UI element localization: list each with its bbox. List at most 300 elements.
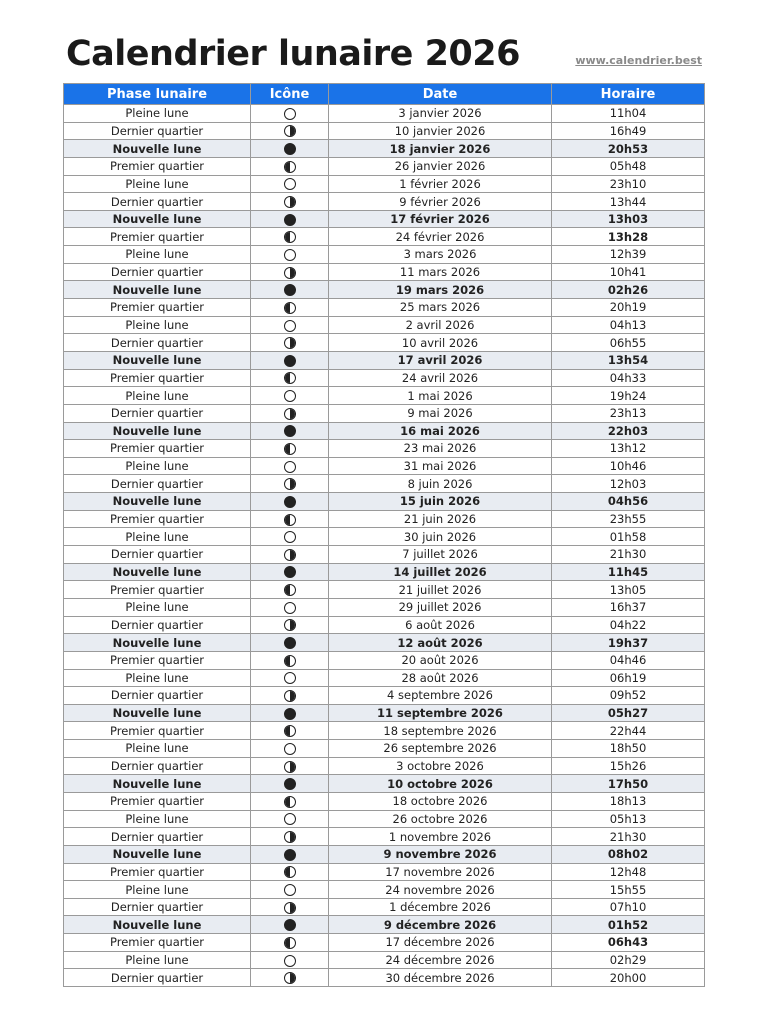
date-cell: 14 juillet 2026 <box>329 563 552 581</box>
first-quarter-icon <box>284 372 296 384</box>
icon-cell <box>251 175 329 193</box>
table-row <box>64 404 705 422</box>
header-date: Date <box>329 84 552 105</box>
phase-cell: Dernier quartier <box>64 334 251 352</box>
phase-cell: Premier quartier <box>64 440 251 458</box>
time-cell: 13h03 <box>552 210 705 228</box>
table-row <box>64 175 705 193</box>
table-row <box>64 246 705 264</box>
icon-cell <box>251 157 329 175</box>
new-moon-icon <box>284 708 296 720</box>
time-cell: 10h46 <box>552 457 705 475</box>
date-cell: 9 mai 2026 <box>329 404 552 422</box>
time-cell: 23h13 <box>552 404 705 422</box>
table-row <box>64 863 705 881</box>
new-moon-icon <box>284 496 296 508</box>
time-cell: 05h13 <box>552 810 705 828</box>
date-cell: 21 juin 2026 <box>329 510 552 528</box>
icon-cell <box>251 369 329 387</box>
table-row <box>64 651 705 669</box>
table-row <box>64 898 705 916</box>
time-cell: 06h43 <box>552 934 705 952</box>
time-cell: 06h55 <box>552 334 705 352</box>
new-moon-icon <box>284 214 296 226</box>
table-row <box>64 157 705 175</box>
date-cell: 18 septembre 2026 <box>329 722 552 740</box>
last-quarter-icon <box>284 196 296 208</box>
icon-cell <box>251 669 329 687</box>
icon-cell <box>251 546 329 564</box>
table-row <box>64 334 705 352</box>
table-row <box>64 510 705 528</box>
table-row <box>64 740 705 758</box>
icon-cell <box>251 440 329 458</box>
last-quarter-icon <box>284 619 296 631</box>
icon-cell <box>251 881 329 899</box>
header-phase: Phase lunaire <box>64 84 251 105</box>
date-cell: 23 mai 2026 <box>329 440 552 458</box>
last-quarter-icon <box>284 478 296 490</box>
phase-cell: Premier quartier <box>64 863 251 881</box>
date-cell: 17 décembre 2026 <box>329 934 552 952</box>
table-row <box>64 598 705 616</box>
table-header <box>64 84 705 105</box>
icon-cell <box>251 951 329 969</box>
time-cell: 15h55 <box>552 881 705 899</box>
icon-cell <box>251 193 329 211</box>
table-row <box>64 528 705 546</box>
time-cell: 13h12 <box>552 440 705 458</box>
phase-cell: Dernier quartier <box>64 898 251 916</box>
time-cell: 04h56 <box>552 493 705 511</box>
date-cell: 9 février 2026 <box>329 193 552 211</box>
time-cell: 15h26 <box>552 757 705 775</box>
date-cell: 26 septembre 2026 <box>329 740 552 758</box>
date-cell: 31 mai 2026 <box>329 457 552 475</box>
table-row <box>64 563 705 581</box>
phase-cell: Pleine lune <box>64 175 251 193</box>
date-cell: 10 octobre 2026 <box>329 775 552 793</box>
time-cell: 07h10 <box>552 898 705 916</box>
table-row <box>64 775 705 793</box>
table-row <box>64 704 705 722</box>
icon-cell <box>251 810 329 828</box>
time-cell: 18h50 <box>552 740 705 758</box>
full-moon-icon <box>284 955 296 967</box>
phase-cell: Nouvelle lune <box>64 845 251 863</box>
icon-cell <box>251 934 329 952</box>
time-cell: 01h58 <box>552 528 705 546</box>
table-row <box>64 281 705 299</box>
icon-cell <box>251 493 329 511</box>
first-quarter-icon <box>284 231 296 243</box>
icon-cell <box>251 475 329 493</box>
time-cell: 13h28 <box>552 228 705 246</box>
date-cell: 30 décembre 2026 <box>329 969 552 987</box>
phase-cell: Nouvelle lune <box>64 281 251 299</box>
icon-cell <box>251 316 329 334</box>
phase-cell: Pleine lune <box>64 740 251 758</box>
phase-cell: Premier quartier <box>64 792 251 810</box>
full-moon-icon <box>284 884 296 896</box>
phase-cell: Nouvelle lune <box>64 775 251 793</box>
full-moon-icon <box>284 390 296 402</box>
icon-cell <box>251 422 329 440</box>
full-moon-icon <box>284 813 296 825</box>
date-cell: 30 juin 2026 <box>329 528 552 546</box>
time-cell: 04h33 <box>552 369 705 387</box>
phase-cell: Premier quartier <box>64 369 251 387</box>
date-cell: 8 juin 2026 <box>329 475 552 493</box>
icon-cell <box>251 404 329 422</box>
phase-cell: Pleine lune <box>64 105 251 123</box>
time-cell: 18h13 <box>552 792 705 810</box>
new-moon-icon <box>284 566 296 578</box>
last-quarter-icon <box>284 408 296 420</box>
phase-cell: Nouvelle lune <box>64 916 251 934</box>
table-row <box>64 369 705 387</box>
table-body <box>64 105 705 987</box>
time-cell: 17h50 <box>552 775 705 793</box>
phase-cell: Pleine lune <box>64 246 251 264</box>
full-moon-icon <box>284 178 296 190</box>
date-cell: 26 janvier 2026 <box>329 157 552 175</box>
first-quarter-icon <box>284 655 296 667</box>
table-row <box>64 140 705 158</box>
first-quarter-icon <box>284 584 296 596</box>
table-row <box>64 546 705 564</box>
phase-cell: Nouvelle lune <box>64 634 251 652</box>
date-cell: 26 octobre 2026 <box>329 810 552 828</box>
icon-cell <box>251 351 329 369</box>
date-cell: 24 février 2026 <box>329 228 552 246</box>
first-quarter-icon <box>284 725 296 737</box>
icon-cell <box>251 457 329 475</box>
table-row <box>64 228 705 246</box>
date-cell: 24 novembre 2026 <box>329 881 552 899</box>
time-cell: 21h30 <box>552 546 705 564</box>
date-cell: 19 mars 2026 <box>329 281 552 299</box>
phase-cell: Dernier quartier <box>64 193 251 211</box>
icon-cell <box>251 863 329 881</box>
full-moon-icon <box>284 531 296 543</box>
phase-cell: Pleine lune <box>64 316 251 334</box>
time-cell: 11h04 <box>552 105 705 123</box>
time-cell: 16h37 <box>552 598 705 616</box>
date-cell: 18 octobre 2026 <box>329 792 552 810</box>
time-cell: 23h55 <box>552 510 705 528</box>
time-cell: 12h39 <box>552 246 705 264</box>
table-row <box>64 351 705 369</box>
phase-cell: Dernier quartier <box>64 263 251 281</box>
time-cell: 20h19 <box>552 299 705 317</box>
table-row <box>64 440 705 458</box>
table-row <box>64 757 705 775</box>
date-cell: 21 juillet 2026 <box>329 581 552 599</box>
icon-cell <box>251 528 329 546</box>
time-cell: 06h19 <box>552 669 705 687</box>
icon-cell <box>251 581 329 599</box>
header-time: Horaire <box>552 84 705 105</box>
table-row <box>64 828 705 846</box>
full-moon-icon <box>284 672 296 684</box>
table-row <box>64 881 705 899</box>
icon-cell <box>251 757 329 775</box>
phase-cell: Pleine lune <box>64 457 251 475</box>
icon-cell <box>251 651 329 669</box>
time-cell: 20h00 <box>552 969 705 987</box>
date-cell: 20 août 2026 <box>329 651 552 669</box>
icon-cell <box>251 299 329 317</box>
phase-cell: Pleine lune <box>64 598 251 616</box>
icon-cell <box>251 704 329 722</box>
icon-cell <box>251 105 329 123</box>
table-row <box>64 634 705 652</box>
icon-cell <box>251 598 329 616</box>
phase-cell: Premier quartier <box>64 157 251 175</box>
table-row <box>64 422 705 440</box>
time-cell: 05h48 <box>552 157 705 175</box>
table-row <box>64 810 705 828</box>
table-row <box>64 792 705 810</box>
table-row <box>64 122 705 140</box>
first-quarter-icon <box>284 514 296 526</box>
table-row <box>64 193 705 211</box>
time-cell: 19h37 <box>552 634 705 652</box>
phase-cell: Premier quartier <box>64 299 251 317</box>
phase-cell: Dernier quartier <box>64 616 251 634</box>
date-cell: 29 juillet 2026 <box>329 598 552 616</box>
date-cell: 18 janvier 2026 <box>329 140 552 158</box>
date-cell: 17 novembre 2026 <box>329 863 552 881</box>
table-row <box>64 616 705 634</box>
table-row <box>64 475 705 493</box>
icon-cell <box>251 246 329 264</box>
full-moon-icon <box>284 461 296 473</box>
table-row <box>64 845 705 863</box>
page-title: Calendrier lunaire 2026 <box>66 34 520 74</box>
date-cell: 6 août 2026 <box>329 616 552 634</box>
last-quarter-icon <box>284 125 296 137</box>
date-cell: 24 avril 2026 <box>329 369 552 387</box>
time-cell: 20h53 <box>552 140 705 158</box>
date-cell: 17 avril 2026 <box>329 351 552 369</box>
time-cell: 08h02 <box>552 845 705 863</box>
full-moon-icon <box>284 249 296 261</box>
date-cell: 1 novembre 2026 <box>329 828 552 846</box>
last-quarter-icon <box>284 337 296 349</box>
table-row <box>64 722 705 740</box>
phase-cell: Dernier quartier <box>64 404 251 422</box>
new-moon-icon <box>284 778 296 790</box>
first-quarter-icon <box>284 443 296 455</box>
table-row <box>64 581 705 599</box>
icon-cell <box>251 228 329 246</box>
time-cell: 13h05 <box>552 581 705 599</box>
date-cell: 28 août 2026 <box>329 669 552 687</box>
phase-cell: Nouvelle lune <box>64 704 251 722</box>
date-cell: 3 mars 2026 <box>329 246 552 264</box>
icon-cell <box>251 634 329 652</box>
lunar-calendar-table <box>63 83 705 987</box>
header-icon: Icône <box>251 84 329 105</box>
phase-cell: Nouvelle lune <box>64 563 251 581</box>
time-cell: 19h24 <box>552 387 705 405</box>
full-moon-icon <box>284 743 296 755</box>
icon-cell <box>251 775 329 793</box>
date-cell: 11 septembre 2026 <box>329 704 552 722</box>
date-cell: 10 avril 2026 <box>329 334 552 352</box>
time-cell: 13h44 <box>552 193 705 211</box>
last-quarter-icon <box>284 761 296 773</box>
first-quarter-icon <box>284 302 296 314</box>
icon-cell <box>251 510 329 528</box>
icon-cell <box>251 334 329 352</box>
date-cell: 25 mars 2026 <box>329 299 552 317</box>
phase-cell: Dernier quartier <box>64 828 251 846</box>
table-row <box>64 916 705 934</box>
phase-cell: Pleine lune <box>64 810 251 828</box>
time-cell: 11h45 <box>552 563 705 581</box>
time-cell: 04h46 <box>552 651 705 669</box>
date-cell: 16 mai 2026 <box>329 422 552 440</box>
date-cell: 3 octobre 2026 <box>329 757 552 775</box>
phase-cell: Premier quartier <box>64 228 251 246</box>
time-cell: 02h29 <box>552 951 705 969</box>
phase-cell: Dernier quartier <box>64 757 251 775</box>
full-moon-icon <box>284 602 296 614</box>
table-row <box>64 934 705 952</box>
phase-cell: Pleine lune <box>64 528 251 546</box>
icon-cell <box>251 687 329 705</box>
phase-cell: Nouvelle lune <box>64 140 251 158</box>
last-quarter-icon <box>284 831 296 843</box>
first-quarter-icon <box>284 937 296 949</box>
time-cell: 16h49 <box>552 122 705 140</box>
icon-cell <box>251 828 329 846</box>
new-moon-icon <box>284 284 296 296</box>
phase-cell: Premier quartier <box>64 510 251 528</box>
date-cell: 9 décembre 2026 <box>329 916 552 934</box>
page-header <box>66 30 704 78</box>
date-cell: 15 juin 2026 <box>329 493 552 511</box>
date-cell: 1 février 2026 <box>329 175 552 193</box>
table-row <box>64 263 705 281</box>
header-row <box>64 84 705 105</box>
time-cell: 23h10 <box>552 175 705 193</box>
phase-cell: Dernier quartier <box>64 687 251 705</box>
last-quarter-icon <box>284 972 296 984</box>
time-cell: 22h03 <box>552 422 705 440</box>
phase-cell: Dernier quartier <box>64 546 251 564</box>
time-cell: 21h30 <box>552 828 705 846</box>
new-moon-icon <box>284 143 296 155</box>
table-row <box>64 457 705 475</box>
icon-cell <box>251 740 329 758</box>
table-row <box>64 951 705 969</box>
time-cell: 13h54 <box>552 351 705 369</box>
table-row <box>64 493 705 511</box>
time-cell: 22h44 <box>552 722 705 740</box>
time-cell: 12h48 <box>552 863 705 881</box>
last-quarter-icon <box>284 902 296 914</box>
phase-cell: Pleine lune <box>64 881 251 899</box>
full-moon-icon <box>284 320 296 332</box>
first-quarter-icon <box>284 796 296 808</box>
phase-cell: Premier quartier <box>64 722 251 740</box>
last-quarter-icon <box>284 690 296 702</box>
time-cell: 04h13 <box>552 316 705 334</box>
new-moon-icon <box>284 425 296 437</box>
new-moon-icon <box>284 919 296 931</box>
phase-cell: Dernier quartier <box>64 969 251 987</box>
phase-cell: Pleine lune <box>64 387 251 405</box>
date-cell: 9 novembre 2026 <box>329 845 552 863</box>
full-moon-icon <box>284 108 296 120</box>
icon-cell <box>251 916 329 934</box>
date-cell: 17 février 2026 <box>329 210 552 228</box>
first-quarter-icon <box>284 866 296 878</box>
icon-cell <box>251 845 329 863</box>
new-moon-icon <box>284 637 296 649</box>
phase-cell: Nouvelle lune <box>64 351 251 369</box>
table-row <box>64 969 705 987</box>
table-row <box>64 669 705 687</box>
icon-cell <box>251 263 329 281</box>
table-row <box>64 210 705 228</box>
date-cell: 10 janvier 2026 <box>329 122 552 140</box>
table-row <box>64 299 705 317</box>
icon-cell <box>251 140 329 158</box>
last-quarter-icon <box>284 267 296 279</box>
time-cell: 04h22 <box>552 616 705 634</box>
time-cell: 09h52 <box>552 687 705 705</box>
icon-cell <box>251 969 329 987</box>
date-cell: 7 juillet 2026 <box>329 546 552 564</box>
table-row <box>64 687 705 705</box>
phase-cell: Nouvelle lune <box>64 210 251 228</box>
icon-cell <box>251 563 329 581</box>
time-cell: 05h27 <box>552 704 705 722</box>
website-link[interactable]: www.calendrier.best <box>575 54 702 67</box>
icon-cell <box>251 792 329 810</box>
icon-cell <box>251 898 329 916</box>
phase-cell: Dernier quartier <box>64 475 251 493</box>
new-moon-icon <box>284 355 296 367</box>
time-cell: 12h03 <box>552 475 705 493</box>
icon-cell <box>251 616 329 634</box>
phase-cell: Premier quartier <box>64 934 251 952</box>
table-row <box>64 387 705 405</box>
table-row <box>64 105 705 123</box>
date-cell: 2 avril 2026 <box>329 316 552 334</box>
icon-cell <box>251 281 329 299</box>
date-cell: 3 janvier 2026 <box>329 105 552 123</box>
phase-cell: Pleine lune <box>64 669 251 687</box>
date-cell: 4 septembre 2026 <box>329 687 552 705</box>
time-cell: 01h52 <box>552 916 705 934</box>
icon-cell <box>251 387 329 405</box>
date-cell: 12 août 2026 <box>329 634 552 652</box>
date-cell: 24 décembre 2026 <box>329 951 552 969</box>
phase-cell: Pleine lune <box>64 951 251 969</box>
phase-cell: Nouvelle lune <box>64 422 251 440</box>
phase-cell: Nouvelle lune <box>64 493 251 511</box>
icon-cell <box>251 122 329 140</box>
last-quarter-icon <box>284 549 296 561</box>
table-row <box>64 316 705 334</box>
phase-cell: Premier quartier <box>64 581 251 599</box>
